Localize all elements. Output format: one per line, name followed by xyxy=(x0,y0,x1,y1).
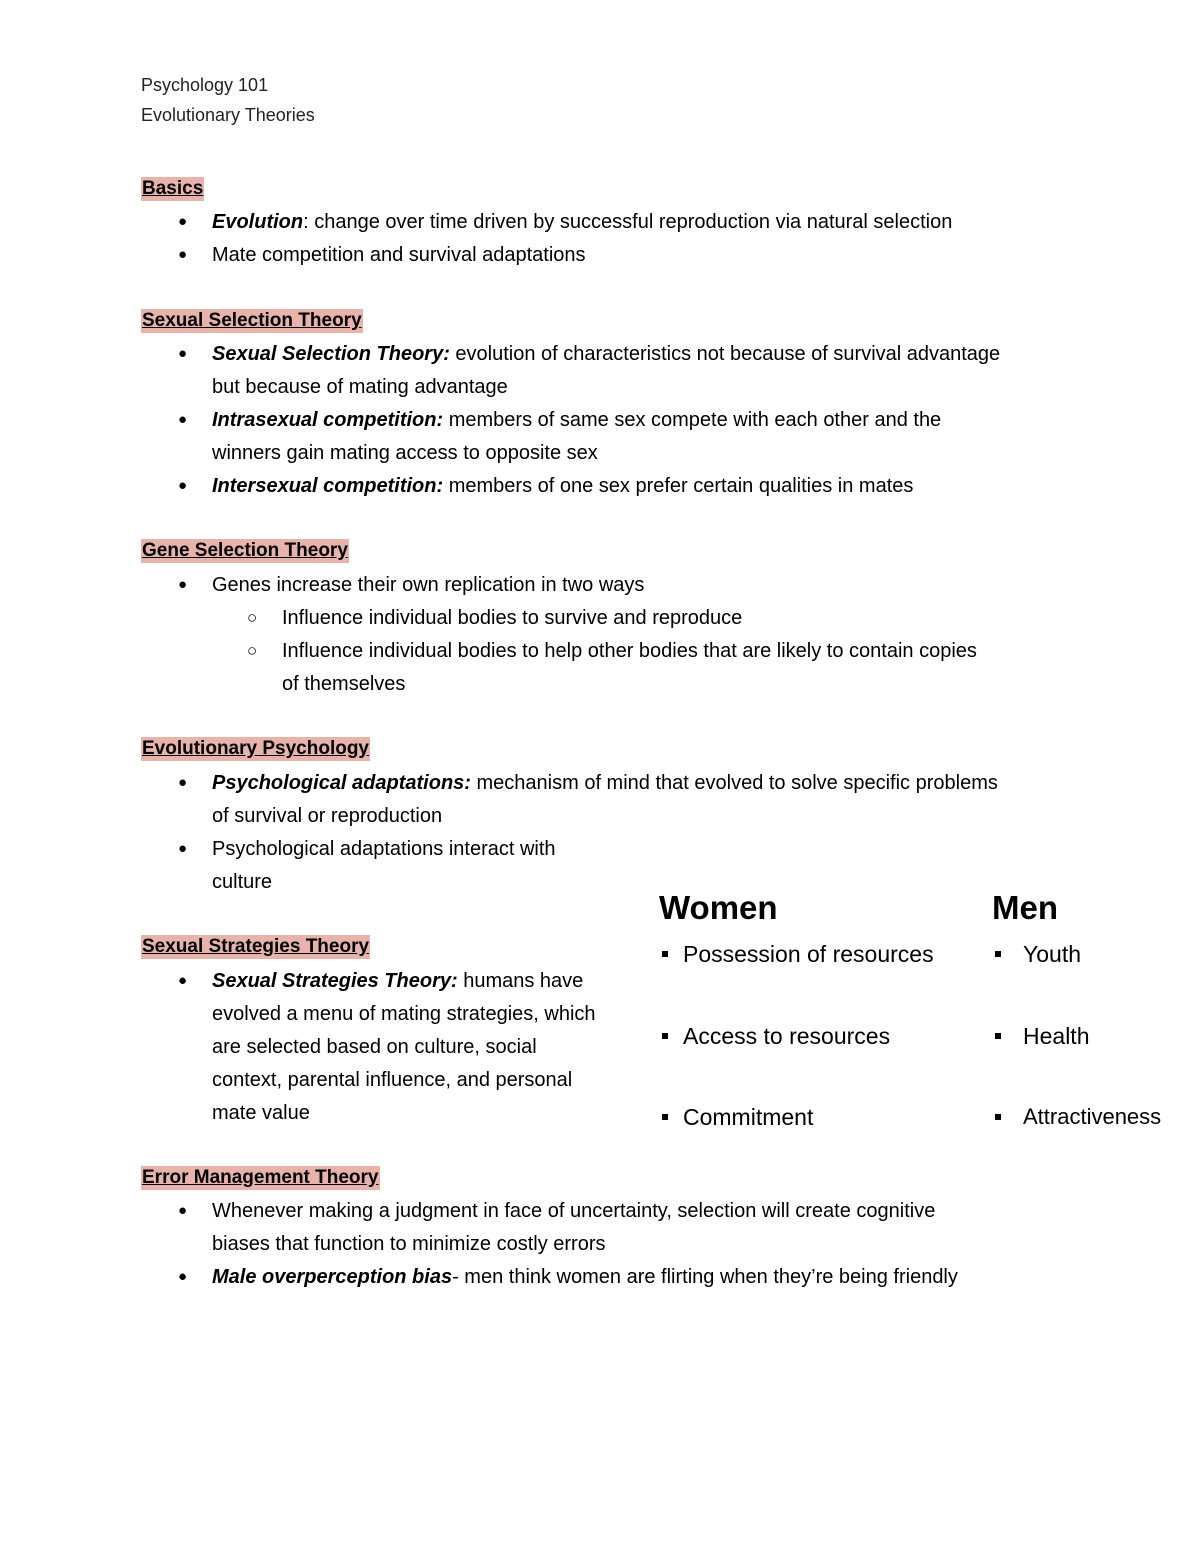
men-item: Health xyxy=(1023,1023,1090,1049)
bullet-icon: ● xyxy=(178,1202,188,1219)
sub-bullet-icon: ○ xyxy=(247,608,258,627)
bullet-icon: ● xyxy=(178,345,188,362)
sub-bullet-survive: Influence individual bodies to survive and reproduce xyxy=(282,607,743,629)
bullet-continuation: evolved a menu of mating strategies, which xyxy=(212,1003,596,1025)
bullet-mate-competition: Mate competition and survival adaptations xyxy=(212,244,586,266)
sub-bullet-icon: ○ xyxy=(247,641,258,660)
bullet-continuation: biases that function to minimize costly errors xyxy=(212,1233,606,1255)
bullet-intersexual: Intersexual competition: members of one sex prefer certain qualities in mates xyxy=(212,475,914,497)
term: Male overperception bias xyxy=(212,1266,453,1288)
bullet-adaptations-culture: Psychological adaptations interact with xyxy=(212,838,556,860)
bullet-evolution: Evolution: change over time driven by successful reproduction via natural selection xyxy=(212,211,953,233)
bullet-sexual-selection: Sexual Selection Theory: evolution of characteristics not because of survival advantage xyxy=(212,343,1001,365)
square-bullet-icon xyxy=(662,1033,668,1039)
bullet-icon: ● xyxy=(178,576,188,593)
section-heading-evolutionary-psychology: Evolutionary Psychology xyxy=(142,738,369,759)
bullet-icon: ● xyxy=(178,477,188,494)
document-topic: Evolutionary Theories xyxy=(141,105,315,125)
women-title: Women xyxy=(659,889,778,926)
bullet-intrasexual: Intrasexual competition: members of same sex compete with each other and the xyxy=(212,409,942,431)
bullet-continuation: winners gain mating access to opposite sex xyxy=(212,442,598,464)
bullet-icon: ● xyxy=(178,411,188,428)
term: Intersexual competition: xyxy=(212,475,444,497)
square-bullet-icon xyxy=(662,951,668,957)
square-bullet-icon xyxy=(662,1114,668,1120)
bullet-continuation: context, parental influence, and personal xyxy=(212,1069,573,1091)
term: Sexual Strategies Theory: xyxy=(212,970,458,992)
men-title: Men xyxy=(992,889,1058,926)
bullet-sexual-strategies: Sexual Strategies Theory: humans have xyxy=(212,970,584,992)
term: Evolution xyxy=(212,211,304,233)
bullet-continuation: culture xyxy=(212,871,273,893)
bullet-continuation: are selected based on culture, social xyxy=(212,1036,537,1058)
sub-bullet-continuation: of themselves xyxy=(282,673,406,695)
bullet-continuation: but because of mating advantage xyxy=(212,376,508,398)
bullet-icon: ● xyxy=(178,774,188,791)
square-bullet-icon xyxy=(995,1114,1001,1120)
section-heading-error-management: Error Management Theory xyxy=(142,1167,379,1188)
bullet-continuation: mate value xyxy=(212,1102,310,1124)
term: Intrasexual competition: xyxy=(212,409,444,431)
sub-bullet-help-others: Influence individual bodies to help other bodies that are likely to contain copies xyxy=(282,640,977,662)
bullet-uncertainty: Whenever making a judgment in face of uncertainty, selection will create cognitive xyxy=(212,1200,936,1222)
term: Sexual Selection Theory: xyxy=(212,343,450,365)
square-bullet-icon xyxy=(995,1033,1001,1039)
square-bullet-icon xyxy=(995,951,1001,957)
bullet-icon: ● xyxy=(178,246,188,263)
women-item: Possession of resources xyxy=(683,941,934,967)
men-item: Attractiveness xyxy=(1023,1104,1162,1129)
bullet-icon: ● xyxy=(178,213,188,230)
section-heading-gene-selection: Gene Selection Theory xyxy=(142,540,348,561)
bullet-icon: ● xyxy=(178,840,188,857)
women-item: Access to resources xyxy=(683,1023,891,1049)
term: Psychological adaptations: xyxy=(212,772,471,794)
section-heading-basics: Basics xyxy=(142,178,204,199)
bullet-gene-replication: Genes increase their own replication in two ways xyxy=(212,574,645,596)
section-heading-sexual-strategies: Sexual Strategies Theory xyxy=(142,936,370,957)
bullet-icon: ● xyxy=(178,972,188,989)
course-title: Psychology 101 xyxy=(141,75,269,95)
bullet-psychological-adaptations: Psychological adaptations: mechanism of mind that evolved to solve specific problems xyxy=(212,772,998,794)
men-item: Youth xyxy=(1023,941,1081,967)
bullet-continuation: of survival or reproduction xyxy=(212,805,443,827)
women-item: Commitment xyxy=(683,1104,814,1130)
section-heading-sexual-selection: Sexual Selection Theory xyxy=(142,310,362,331)
bullet-icon: ● xyxy=(178,1268,188,1285)
bullet-overperception: Male overperception bias- men think women are flirting when they’re being friendly xyxy=(212,1266,958,1288)
